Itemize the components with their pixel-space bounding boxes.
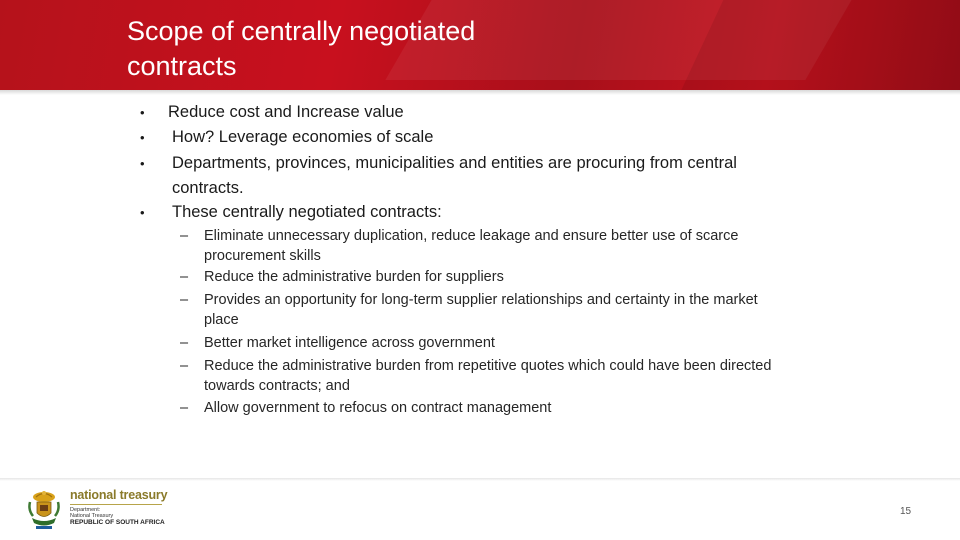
- department-name: National Treasury: [70, 513, 114, 519]
- bullet-item: [140, 125, 820, 150]
- bullet-marker: •: [140, 205, 145, 220]
- bullet-item: [140, 151, 800, 201]
- sub-bullet-text: Reduce the administrative burden for suppliers: [204, 269, 504, 285]
- coat-of-arms-icon: [24, 488, 64, 532]
- footer-divider: [0, 478, 960, 481]
- page-number: 15: [900, 506, 912, 517]
- bullet-text: Departments, provinces, municipalities and entities are procuring from central contracts.: [172, 154, 737, 197]
- dash-marker: –: [180, 335, 189, 351]
- dash-marker: –: [180, 292, 189, 308]
- slide-title: Scope of centrally negotiated contracts: [127, 16, 476, 81]
- department-label: Department:: [70, 507, 101, 513]
- sub-bullet-text: Reduce the administrative burden from repetitive quotes which could have been directed towards contracts; and: [204, 358, 772, 394]
- dash-marker: –: [180, 269, 189, 285]
- country-name: REPUBLIC OF SOUTH AFRICA: [70, 519, 165, 526]
- brand-underline: [70, 504, 162, 505]
- sub-bullet-item: [180, 398, 800, 418]
- bullet-text: How? Leverage economies of scale: [172, 128, 434, 146]
- sub-bullet-text: Allow government to refocus on contract management: [204, 400, 552, 416]
- national-treasury-logo: [24, 488, 174, 532]
- bullet-text: Reduce cost and Increase value: [168, 103, 404, 121]
- bullet-marker: •: [140, 105, 145, 120]
- sub-bullet-item: [180, 333, 800, 353]
- sub-bullet-item: [180, 226, 800, 266]
- brand-name: national treasury: [70, 488, 168, 502]
- sub-bullet-item: [180, 267, 800, 287]
- sub-bullet-text: Better market intelligence across government: [204, 335, 495, 351]
- sub-bullet-text: Provides an opportunity for long-term supplier relationships and certainty in the market place: [204, 292, 758, 328]
- dash-marker: –: [180, 358, 189, 374]
- bullet-marker: •: [140, 156, 145, 171]
- bullet-marker: •: [140, 130, 145, 145]
- dash-marker: –: [180, 228, 189, 244]
- dash-marker: –: [180, 400, 189, 416]
- sub-bullet-item: [180, 290, 780, 330]
- bullet-item: [140, 200, 820, 225]
- title-banner: [0, 0, 960, 90]
- sub-bullet-item: [180, 356, 780, 396]
- bullet-text: These centrally negotiated contracts:: [172, 203, 442, 221]
- sub-bullet-text: Eliminate unnecessary duplication, reduce leakage and ensure better use of scarce procurement skills: [204, 228, 739, 264]
- banner-shadow: [0, 90, 960, 95]
- bullet-item: [140, 100, 820, 125]
